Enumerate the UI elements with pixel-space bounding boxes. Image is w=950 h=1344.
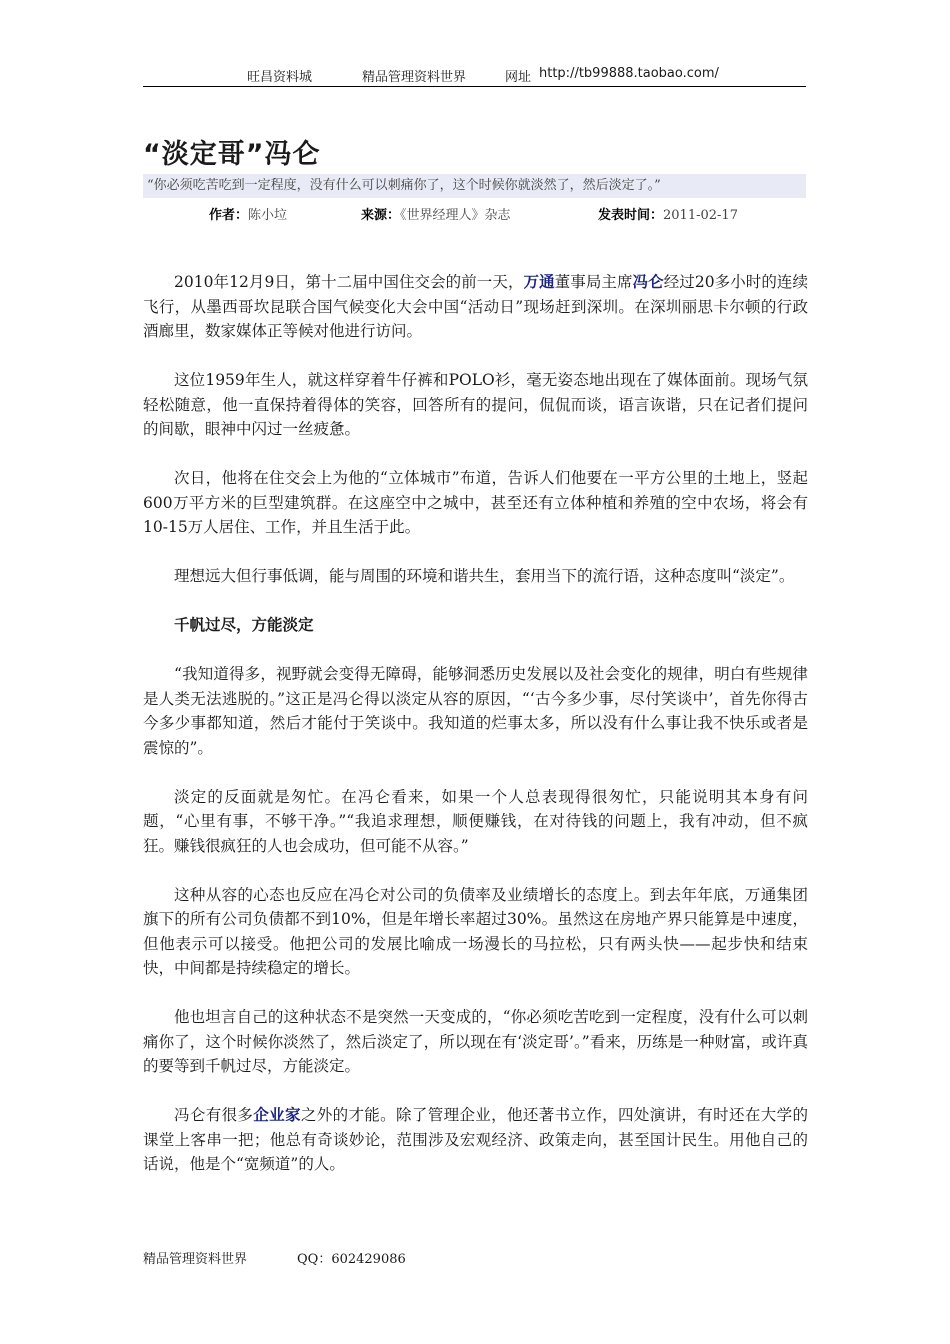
article-body (143, 270, 808, 1201)
paragraph-5: “我知道得多，视野就会变得无障碍，能够洞悉历史发展以及社会变化的规律，明白有些规律是人类无法逃脱的。”这正是冯仑得以淡定从容的原因，“‘古今多少事，尽付笑谈中’，首先你得古今多少事都知道，然后才能付于笑谈中。我知道的烂事太多，所以没有什么事让我不快乐或者是震惊的”。 (143, 665, 808, 757)
header-url-link[interactable]: http://tb99888.taobao.com/ (539, 66, 719, 81)
footer-world: 精品管理资料世界 (143, 1252, 248, 1267)
date-value: 2011-02-17 (663, 208, 738, 223)
footer-qq: QQ：602429086 (297, 1252, 406, 1267)
page-header (143, 64, 806, 87)
paragraph-7: 这种从容的心态也反应在冯仑对公司的负债率及业绩增长的态度上。到去年年底，万通集团旗下的所有公司负债都不到10%，但是年增长率超过30%。虽然这在房地产界只能算是中速度，但他表示可以接受。他把公司的发展比喻成一场漫长的马拉松，只有两头快——起步快和结束快，中间都是持续稳定的增长。 (143, 885, 808, 977)
article-date (598, 204, 738, 223)
author-label: 作者： (209, 208, 249, 223)
source-label: 来源： (361, 208, 401, 223)
link-fenglun[interactable]: 冯仑 (632, 272, 664, 291)
link-entrepreneur[interactable]: 企业家 (253, 1105, 301, 1124)
author-name: 陈小垃 (248, 208, 288, 223)
header-url-label: 网址 (505, 70, 532, 85)
article-title: “淡定哥”冯仑 (143, 139, 321, 170)
date-label: 发表时间： (598, 208, 664, 223)
article-author (209, 204, 287, 223)
header-world: 精品管理资料世界 (362, 70, 467, 85)
header-site: 旺昌资料城 (247, 70, 313, 85)
section-subheading: 千帆过尽，方能淡定 (174, 616, 314, 634)
paragraph-6: 淡定的反面就是匆忙。在冯仑看来，如果一个人总表现得很匆忙，只能说明其本身有问题，“心里有事，不够干净。”“我追求理想，顺便赚钱，在对待钱的问题上，我有冲动，但不疯狂。赚钱很疯狂的人也会成功，但可能不从容。” (143, 787, 808, 855)
paragraph-9: 冯仑有很多企业家之外的才能。除了管理企业，他还著书立作，四处演讲，有时还在大学的课堂上客串一把；他总有奇谈妙论，范围涉及宏观经济、政策走向，甚至国计民生。用他自己的话说，他是个“宽频道”的人。 (143, 1105, 808, 1173)
paragraph-2: 这位1959年生人，就这样穿着牛仔裤和POLO衫，毫无姿态地出现在了媒体面前。现场气氛轻松随意，他一直保持着得体的笑容，回答所有的提问，侃侃而谈，语言诙谐，只在记者们提问的间歇，眼神中闪过一丝疲惫。 (143, 371, 808, 438)
article-pull-quote: “你必须吃苦吃到一定程度，没有什么可以刺痛你了，这个时候你就淡然了，然后淡定了。” (143, 174, 806, 198)
source-name: 《世界经理人》杂志 (400, 208, 511, 223)
paragraph-1: 2010年12月9日，第十二届中国住交会的前一天，万通董事局主席冯仑经过20多小时的连续飞行，从墨西哥坎昆联合国气候变化大会中国“活动日”现场赶到深圳。在深圳丽思卡尔顿的行政酒廊里，数家媒体正等候对他进行访问。 (143, 272, 808, 340)
paragraph-4: 理想远大但行事低调，能与周围的环境和谐共生，套用当下的流行语，这种态度叫“淡定”。 (174, 567, 795, 585)
page-footer (143, 1248, 456, 1267)
article-source (361, 204, 511, 223)
paragraph-8: 他也坦言自己的这种状态不是突然一天变成的，“你必须吃苦吃到一定程度，没有什么可以刺痛你了，这个时候你淡然了，然后淡定了，所以现在有‘淡定哥’。”看来，历练是一种财富，或许真的要等到千帆过尽，方能淡定。 (143, 1008, 809, 1075)
link-wantong[interactable]: 万通 (523, 272, 555, 291)
paragraph-3: 次日，他将在住交会上为他的“立体城市”布道，告诉人们他要在一平方公里的土地上，竖起600万平方米的巨型建筑群。在这座空中之城中，甚至还有立体种植和养殖的空中农场，将会有10-15万人居住、工作，并且生活于此。 (143, 469, 808, 536)
